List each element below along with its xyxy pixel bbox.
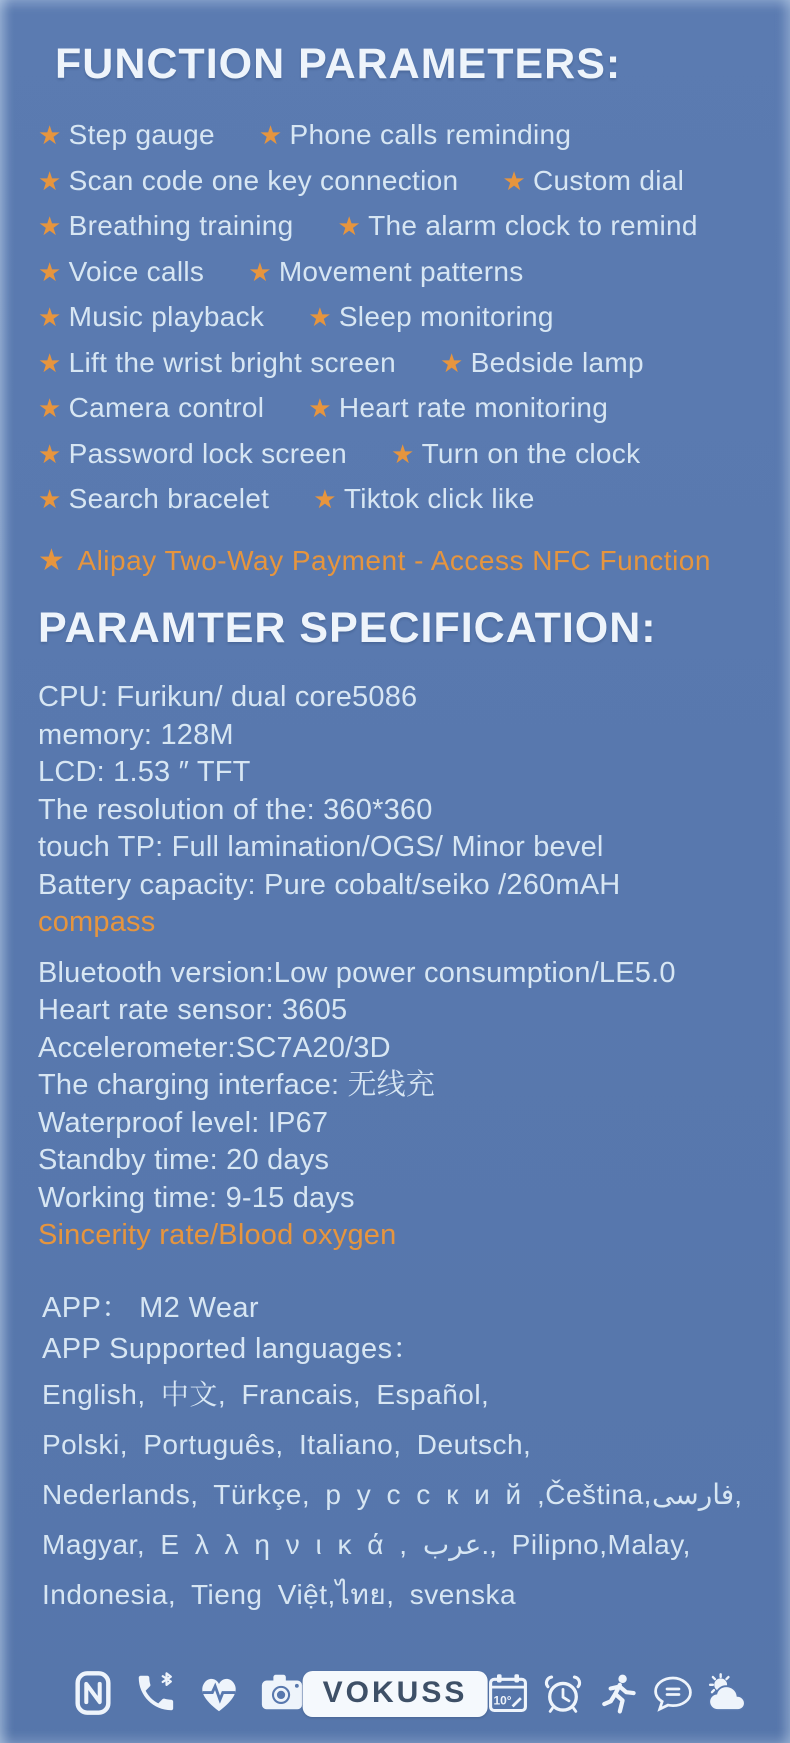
spec-line-waterproof: Waterproof level: IP67	[38, 1106, 329, 1139]
app-languages-heading: APP Supported languages：	[42, 1333, 422, 1365]
spec-line-working: Working time: 9-15 days	[38, 1181, 355, 1214]
feature-label: Sleep monitoring	[338, 301, 554, 332]
feature-label: Search bracelet	[68, 483, 270, 514]
star-icon: ★	[313, 484, 337, 514]
language-line: Nederlands, Türkçe, р у с с к и й ,Čeština,فارسی,	[42, 1479, 742, 1510]
calendar-icon	[486, 1672, 530, 1716]
feature-item	[308, 294, 554, 340]
star-icon: ★	[248, 256, 272, 287]
feature-item	[38, 431, 347, 477]
star-icon: ★	[38, 211, 62, 241]
camera-icon	[259, 1670, 305, 1716]
language-line: Indonesia, Tieng Việt,ไทย, svenska	[42, 1579, 517, 1610]
feature-row	[38, 340, 698, 386]
feature-item	[38, 203, 293, 249]
feature-label: Movement patterns	[278, 255, 524, 287]
alarm-clock-icon	[541, 1672, 585, 1716]
spec-list	[38, 679, 676, 1255]
feature-row	[38, 249, 698, 295]
function-parameters-title: FUNCTION PARAMETERS:	[55, 40, 622, 88]
feature-label: Camera control	[68, 392, 265, 423]
star-icon: ★	[38, 347, 62, 378]
feature-item	[391, 431, 640, 477]
feature-label: Scan code one key connection	[68, 164, 459, 196]
parameter-specification-title: PARAMTER SPECIFICATION:	[38, 604, 657, 652]
feature-item	[259, 112, 571, 158]
feature-item	[38, 112, 215, 158]
chat-bubble-icon	[651, 1672, 695, 1716]
feature-icons-right	[486, 1672, 750, 1716]
language-list	[42, 1370, 742, 1620]
nfc-highlight-text: Alipay Two-Way Payment - Access NFC Function	[77, 545, 711, 576]
spec-line-cpu: CPU: Furikun/ dual core5086	[38, 681, 418, 713]
star-icon: ★	[38, 256, 62, 287]
footer-icon-bar	[0, 1660, 790, 1728]
feature-label: Step gauge	[68, 119, 215, 150]
feature-item	[308, 385, 608, 431]
feature-label: The alarm clock to remind	[368, 210, 698, 241]
app-name-line: APP： M2 Wear	[42, 1292, 259, 1324]
spec-line-lcd: LCD: 1.53 ″ TFT	[38, 756, 251, 788]
star-icon: ★	[38, 120, 62, 150]
feature-row	[38, 294, 698, 340]
feature-label: Voice calls	[68, 255, 205, 287]
feature-label: Password lock screen	[68, 437, 347, 469]
feature-row	[38, 431, 698, 477]
star-icon: ★	[390, 438, 415, 469]
feature-item	[38, 158, 458, 204]
star-icon: ★	[38, 438, 62, 469]
feature-item	[440, 340, 644, 386]
spec-line-battery: Battery capacity: Pure cobalt/seiko /260mAH	[38, 868, 621, 901]
nfc-icon	[70, 1670, 116, 1716]
feature-item	[38, 340, 396, 386]
feature-item	[38, 385, 264, 431]
feature-item	[38, 294, 264, 340]
star-icon: ★	[502, 165, 526, 196]
feature-label: Phone calls reminding	[289, 119, 572, 150]
running-person-icon	[596, 1672, 640, 1716]
brand-name: VOKUSS	[322, 1676, 468, 1709]
calendar-day-label: 10°	[493, 1693, 512, 1708]
feature-label: Lift the wrist bright screen	[68, 346, 397, 378]
spec-line-standby: Standby time: 20 days	[38, 1144, 330, 1176]
spec-line-bluetooth: Bluetooth version:Low power consumption/LE5.0	[38, 956, 676, 989]
language-line: Polski, Português, Italiano, Deutsch,	[42, 1429, 532, 1460]
nfc-highlight-line	[38, 538, 711, 583]
feature-label: Heart rate monitoring	[338, 392, 609, 423]
spec-line-memory: memory: 128M	[38, 718, 234, 751]
spec-line-blood-oxygen: Sincerity rate/Blood oxygen	[38, 1219, 397, 1251]
feature-item	[38, 476, 269, 522]
feature-list	[38, 112, 698, 522]
feature-label: Breathing training	[68, 210, 294, 241]
spec-line-resolution: The resolution of the: 360*360	[38, 793, 433, 826]
language-line: Magyar, Ε λ λ η ν ι κ ά , عرب., Pilipno,Malay,	[42, 1529, 691, 1560]
spec-line-compass: compass	[38, 906, 156, 938]
feature-row	[38, 158, 698, 204]
feature-item	[502, 158, 684, 204]
feature-row	[38, 385, 698, 431]
star-icon: ★	[440, 347, 464, 378]
spec-line-touch: touch TP: Full lamination/OGS/ Minor bevel	[38, 831, 604, 863]
feature-label: Music playback	[68, 301, 265, 332]
star-icon: ★	[38, 484, 62, 514]
heart-rate-icon	[196, 1670, 242, 1716]
feature-item	[313, 476, 534, 522]
feature-row	[38, 203, 698, 249]
feature-row	[38, 476, 698, 522]
app-info	[42, 1288, 422, 1370]
spec-line-accelerometer: Accelerometer:SC7A20/3D	[38, 1031, 391, 1064]
star-icon: ★	[38, 165, 62, 196]
spec-line-charging: The charging interface: 无线充	[38, 1069, 436, 1101]
weather-icon	[706, 1672, 750, 1716]
brand-badge	[303, 1671, 488, 1717]
feature-item	[38, 249, 204, 295]
feature-label: Tiktok click like	[343, 483, 535, 514]
star-icon: ★	[38, 393, 62, 423]
feature-label: Bedside lamp	[470, 346, 644, 378]
star-icon: ★	[308, 302, 332, 332]
star-icon: ★	[337, 211, 362, 241]
feature-row	[38, 112, 698, 158]
feature-label: Turn on the clock	[421, 437, 641, 469]
feature-item	[337, 203, 697, 249]
feature-label: Custom dial	[533, 164, 685, 196]
spec-line-heart-rate-sensor: Heart rate sensor: 3605	[38, 994, 348, 1026]
feature-item	[248, 249, 523, 295]
star-icon: ★	[308, 393, 332, 423]
star-icon: ★	[38, 544, 66, 577]
phone-call-icon	[133, 1670, 179, 1716]
star-icon: ★	[38, 302, 62, 332]
language-line: English, 中文, Francais, Español,	[42, 1379, 490, 1410]
star-icon: ★	[258, 120, 283, 150]
